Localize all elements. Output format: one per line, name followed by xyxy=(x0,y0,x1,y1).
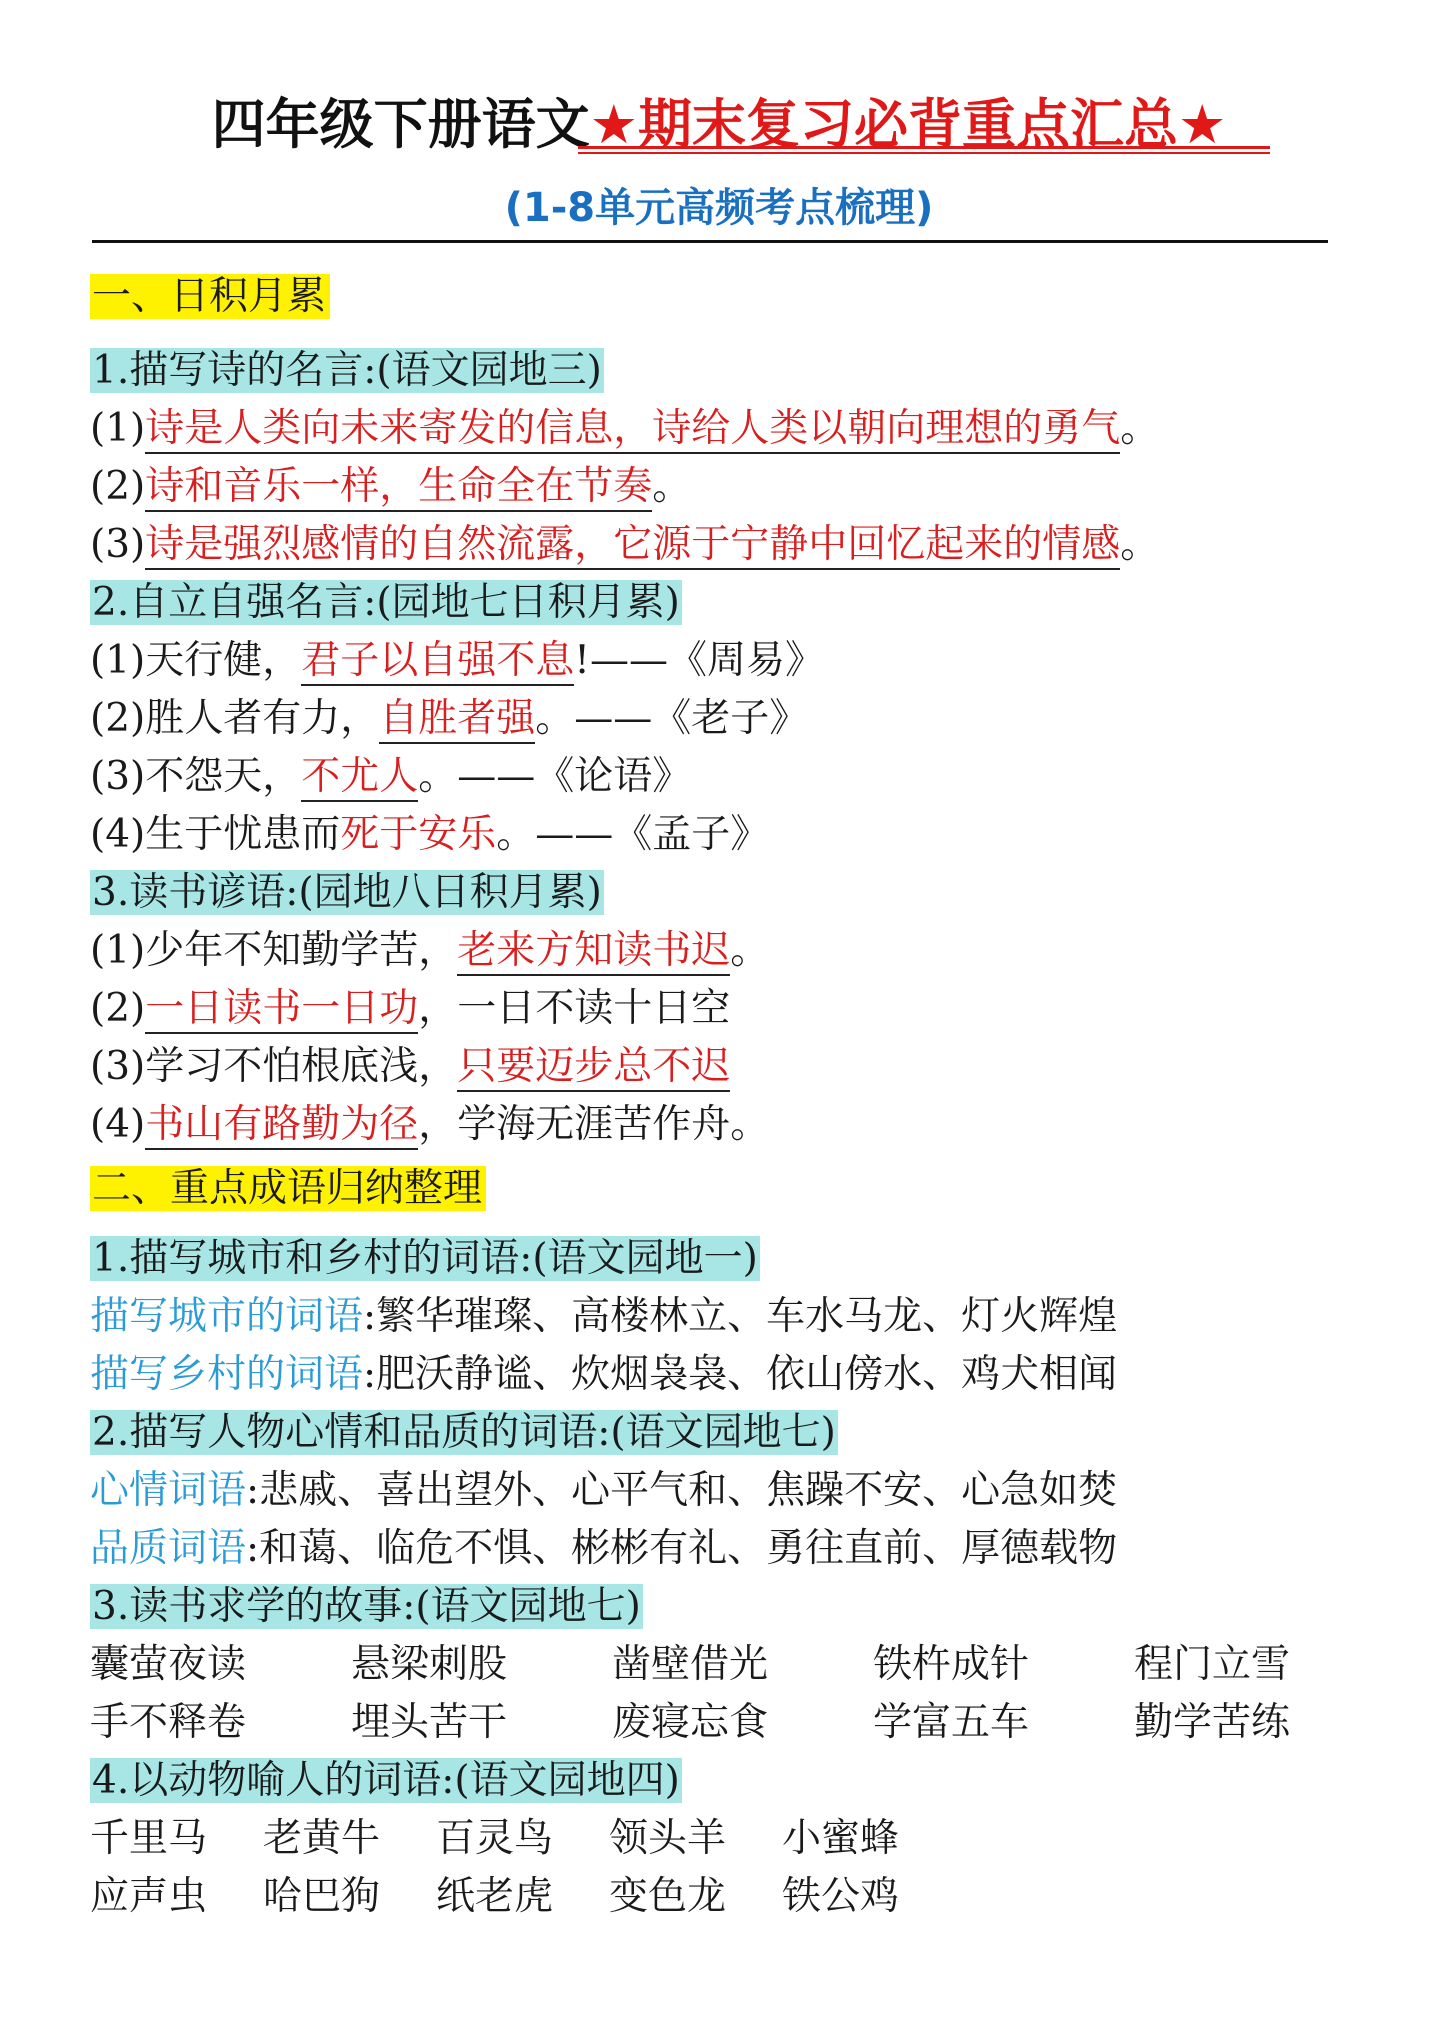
list-item xyxy=(90,1040,730,1094)
grid-word: 囊萤夜读 xyxy=(90,1642,247,1687)
grid-word: 纸老虎 xyxy=(436,1874,554,1919)
group-title-text: 2.自立自强名言:(园地七日积月累) xyxy=(92,580,680,625)
list-item xyxy=(90,692,808,746)
page-subtitle: (1-8单元高频考点梳理) xyxy=(504,185,934,231)
category-label: 品质词语 xyxy=(90,1526,247,1571)
item-prefix: (2) xyxy=(90,986,146,1031)
grid-word: 铁公鸡 xyxy=(782,1874,900,1919)
category-label: 描写城市的词语 xyxy=(90,1294,364,1339)
title-main: 四年级下册语文 xyxy=(211,93,590,156)
item-key-text: 诗和音乐一样，生命全在节奏 xyxy=(145,464,652,512)
grid-word: 百灵鸟 xyxy=(436,1816,554,1861)
grid-word: 程门立雪 xyxy=(1134,1642,1291,1687)
list-item xyxy=(90,402,1159,456)
group-title-text: 1.描写城市和乡村的词语:(语文园地一) xyxy=(92,1236,758,1281)
group-title-text: 3.读书求学的故事:(语文园地七) xyxy=(92,1584,641,1629)
title-underline xyxy=(578,146,1270,149)
item-prefix: (2)胜人者有力， xyxy=(90,696,380,741)
word-row xyxy=(90,1464,1117,1518)
item-key-text: 诗是人类向未来寄发的信息，诗给人类以朝向理想的勇气 xyxy=(145,406,1120,454)
item-prefix: (1)天行健， xyxy=(90,638,302,683)
title-highlight: ★期末复习必背重点汇总★ xyxy=(589,93,1227,156)
grid-word: 悬梁刺股 xyxy=(351,1642,508,1687)
group-title xyxy=(90,1580,643,1634)
grid-word: 应声虫 xyxy=(90,1874,208,1919)
item-key-text: 书山有路勤为径 xyxy=(145,1102,418,1150)
category-label: 心情词语 xyxy=(90,1468,247,1513)
section-heading-2 xyxy=(90,1162,486,1216)
item-key-text: 不尤人 xyxy=(301,754,418,802)
grid-word: 学富五车 xyxy=(873,1700,1030,1745)
item-key-text: 只要迈步总不迟 xyxy=(457,1044,730,1092)
header-divider xyxy=(92,240,1328,243)
word-row xyxy=(90,1522,1117,1576)
grid-word: 凿壁借光 xyxy=(612,1642,769,1687)
grid-word: 铁杵成针 xyxy=(873,1642,1030,1687)
list-item xyxy=(90,808,769,862)
item-suffix: 。 xyxy=(730,928,770,973)
group-title xyxy=(90,344,604,398)
group-title xyxy=(90,866,604,920)
list-item xyxy=(90,1098,769,1152)
item-suffix: 。 xyxy=(652,464,692,509)
item-prefix: (4)生于忧患而 xyxy=(90,812,341,857)
group-title xyxy=(90,1232,760,1286)
grid-word: 千里马 xyxy=(90,1816,208,1861)
item-prefix: (1) xyxy=(90,406,146,451)
list-item xyxy=(90,634,824,688)
list-item xyxy=(90,750,691,804)
grid-word: 埋头苦干 xyxy=(351,1700,508,1745)
item-prefix: (3)不怨天， xyxy=(90,754,302,799)
list-item xyxy=(90,924,769,978)
group-title xyxy=(90,1754,682,1808)
item-suffix: 。——《老子》 xyxy=(535,696,809,741)
word-list: :繁华璀璨、高楼林立、车水马龙、灯火辉煌 xyxy=(363,1294,1118,1339)
word-row xyxy=(90,1348,1117,1402)
item-key-text: 诗是强烈感情的自然流露，它源于宁静中回忆起来的情感 xyxy=(145,522,1120,570)
list-item xyxy=(90,982,730,1036)
word-list: :和蔼、临危不惧、彬彬有礼、勇往直前、厚德载物 xyxy=(246,1526,1118,1571)
grid-word: 手不释卷 xyxy=(90,1700,247,1745)
item-suffix: ，学海无涯苦作舟。 xyxy=(418,1102,770,1147)
item-suffix: 。 xyxy=(1120,522,1160,567)
word-list: :肥沃静谧、炊烟袅袅、依山傍水、鸡犬相闻 xyxy=(363,1352,1118,1397)
grid-word: 小蜜蜂 xyxy=(782,1816,900,1861)
grid-word: 变色龙 xyxy=(609,1874,727,1919)
group-title xyxy=(90,1406,838,1460)
list-item xyxy=(90,460,691,514)
item-key-text: 一日读书一日功 xyxy=(145,986,418,1034)
item-suffix: 。 xyxy=(1120,406,1160,451)
group-title-text: 3.读书谚语:(园地八日积月累) xyxy=(92,870,602,915)
item-prefix: (2) xyxy=(90,464,146,509)
item-prefix: (1)少年不知勤学苦， xyxy=(90,928,458,973)
item-key-text: 老来方知读书迟 xyxy=(457,928,730,976)
item-key-text: 死于安乐 xyxy=(340,812,497,857)
word-row xyxy=(90,1290,1117,1344)
item-key-text: 自胜者强 xyxy=(379,696,535,744)
grid-word: 老黄牛 xyxy=(263,1816,381,1861)
group-title xyxy=(90,576,682,630)
word-list: :悲戚、喜出望外、心平气和、焦躁不安、心急如焚 xyxy=(246,1468,1118,1513)
category-label: 描写乡村的词语 xyxy=(90,1352,364,1397)
item-prefix: (4) xyxy=(90,1102,146,1147)
item-prefix: (3)学习不怕根底浅， xyxy=(90,1044,458,1089)
section-heading-1 xyxy=(90,270,330,324)
item-suffix: !——《周易》 xyxy=(574,638,824,683)
grid-word: 哈巴狗 xyxy=(263,1874,381,1919)
group-title-text: 1.描写诗的名言:(语文园地三) xyxy=(92,348,602,393)
grid-word: 领头羊 xyxy=(609,1816,727,1861)
title-underline-second xyxy=(578,152,1270,154)
item-suffix: ，一日不读十日空 xyxy=(418,986,731,1031)
section-heading-text: 二、重点成语归纳整理 xyxy=(90,1166,486,1211)
item-suffix: 。——《孟子》 xyxy=(496,812,770,857)
item-prefix: (3) xyxy=(90,522,146,567)
grid-word: 废寝忘食 xyxy=(612,1700,769,1745)
item-key-text: 君子以自强不息 xyxy=(301,638,574,686)
grid-word: 勤学苦练 xyxy=(1134,1700,1291,1745)
group-title-text: 4.以动物喻人的词语:(语文园地四) xyxy=(92,1758,680,1803)
item-suffix: 。——《论语》 xyxy=(418,754,692,799)
section-heading-text: 一、日积月累 xyxy=(90,274,330,319)
list-item xyxy=(90,518,1159,572)
group-title-text: 2.描写人物心情和品质的词语:(语文园地七) xyxy=(92,1410,836,1455)
